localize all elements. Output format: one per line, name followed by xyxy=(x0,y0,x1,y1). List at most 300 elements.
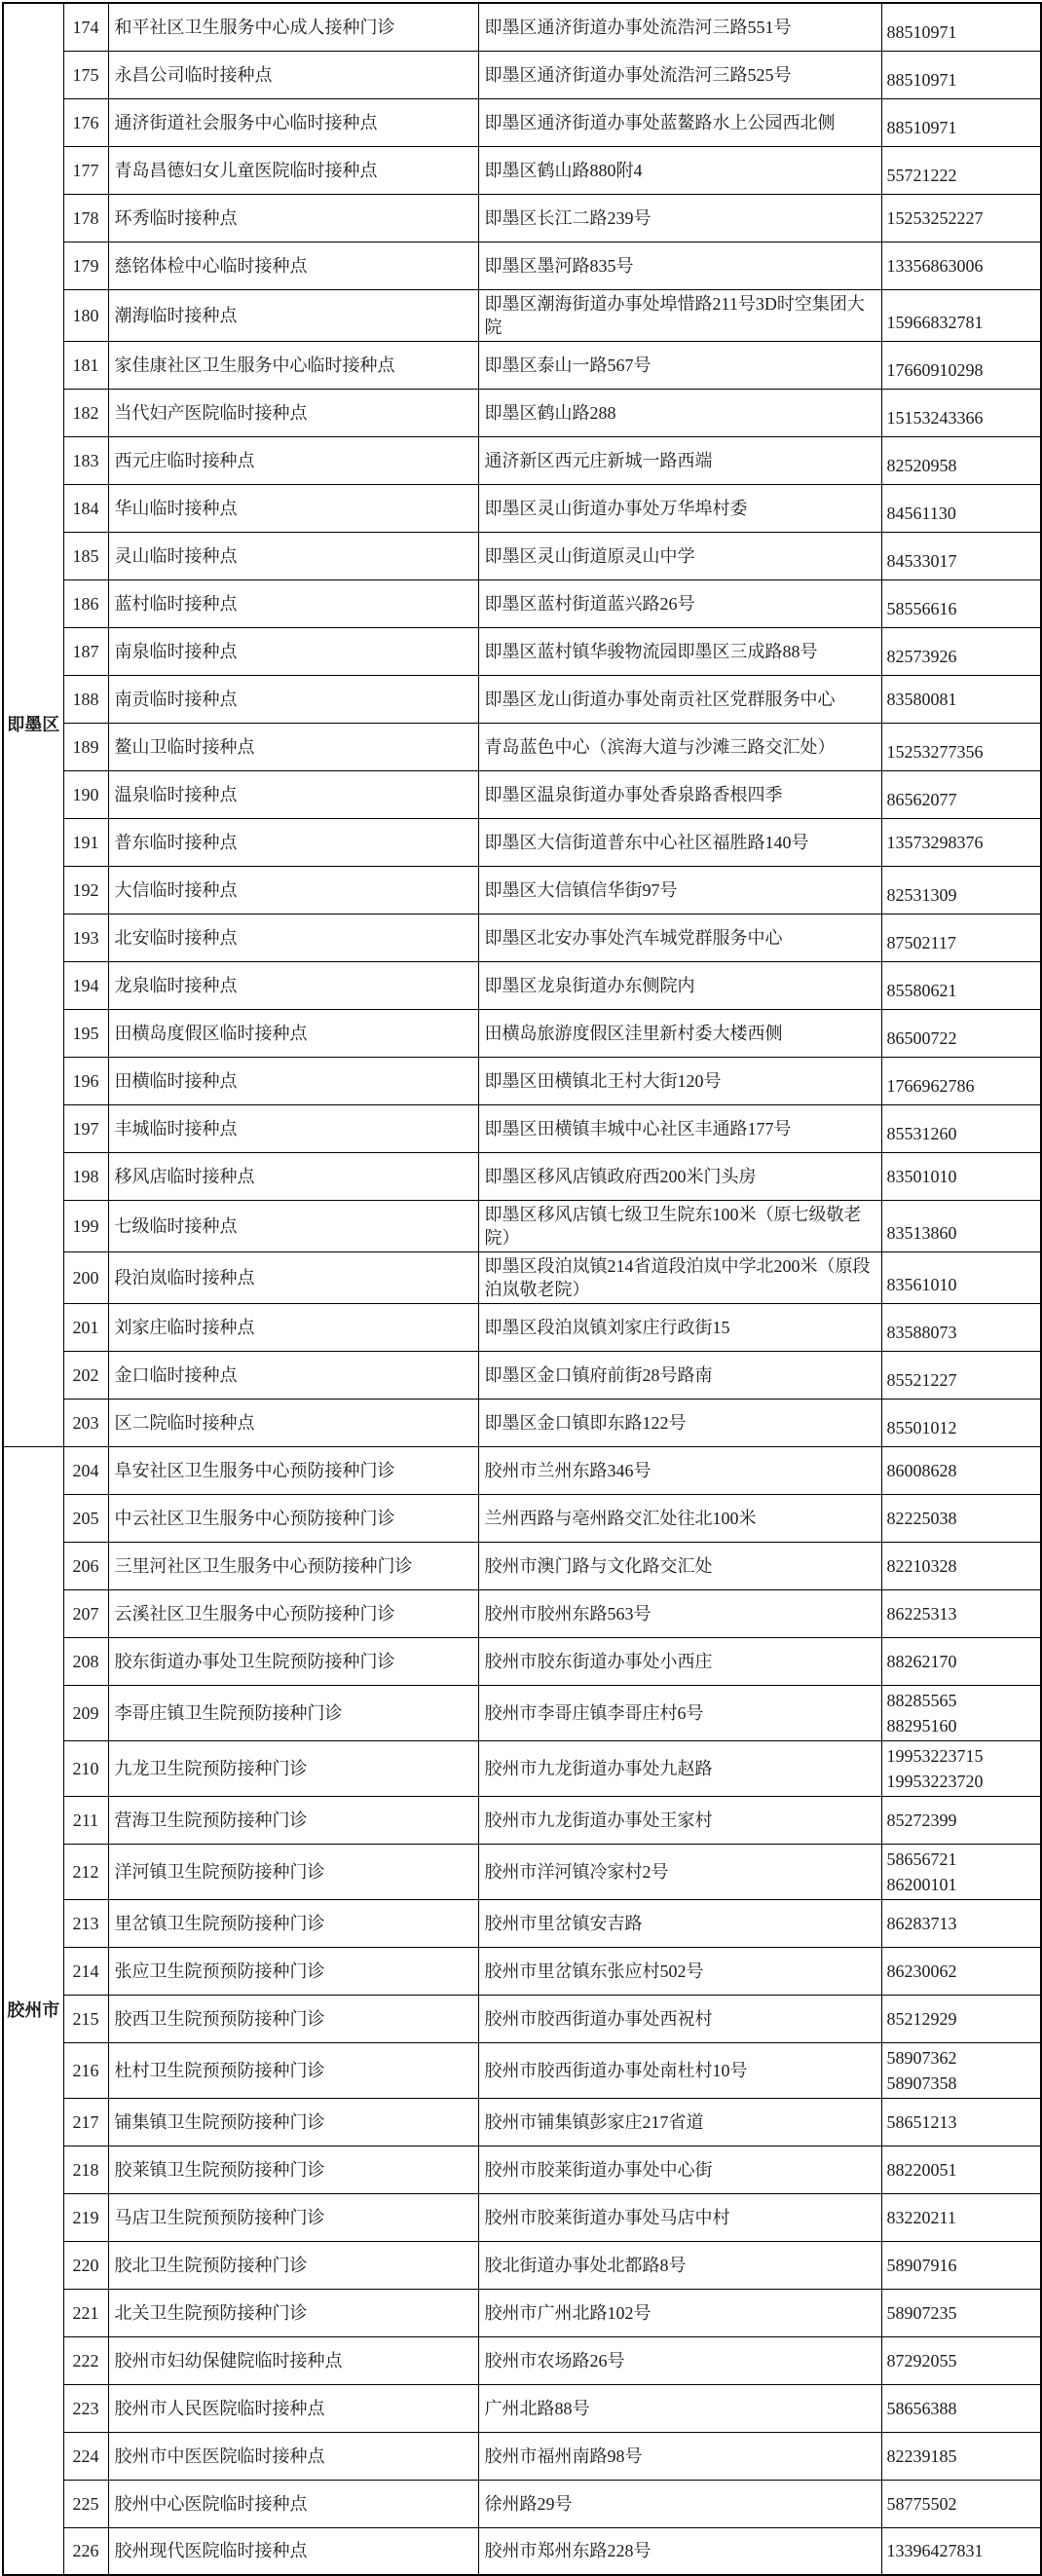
phone-number: 58656721 xyxy=(886,1848,957,1869)
table-row xyxy=(3,1796,1041,1844)
phone-number: 86283713 xyxy=(886,1913,957,1933)
site-name-cell: 胶东街道办事处卫生院预防接种门诊 xyxy=(108,1637,478,1685)
row-number-cell: 224 xyxy=(63,2432,108,2480)
table-row xyxy=(3,2098,1041,2146)
table-row xyxy=(3,1947,1041,1995)
site-name-cell: 胶北卫生院预防接种门诊 xyxy=(108,2241,478,2289)
table-row xyxy=(3,627,1041,675)
site-name-cell: 洋河镇卫生院预防接种门诊 xyxy=(108,1844,478,1899)
site-phone-cell xyxy=(881,1104,1041,1152)
site-name-cell: 李哥庄镇卫生院预防接种门诊 xyxy=(108,1685,478,1740)
site-phone-cell xyxy=(881,2480,1041,2527)
phone-number: 19953223715 xyxy=(886,1745,984,1766)
row-number-cell: 202 xyxy=(63,1351,108,1399)
table-row xyxy=(3,579,1041,627)
table-row xyxy=(3,3,1041,51)
phone-number: 83220211 xyxy=(886,2207,956,2227)
site-name-cell: 南泉临时接种点 xyxy=(108,627,478,675)
phone-number: 58907235 xyxy=(886,2302,957,2323)
phone-number: 85521227 xyxy=(886,1369,957,1390)
site-address-cell: 即墨区灵山街道原灵山中学 xyxy=(478,532,881,579)
site-phone-cell xyxy=(881,818,1041,866)
site-name-cell: 永昌公司临时接种点 xyxy=(108,51,478,98)
phone-number: 88262170 xyxy=(886,1651,957,1671)
site-phone-cell xyxy=(881,532,1041,579)
phone-number: 86500722 xyxy=(886,1027,957,1048)
table-row xyxy=(3,866,1041,914)
site-name-cell: 大信临时接种点 xyxy=(108,866,478,914)
phone-number: 82573926 xyxy=(886,646,957,666)
phone-number: 58775502 xyxy=(886,2493,957,2514)
phone-number: 84533017 xyxy=(886,550,957,571)
row-number-cell: 210 xyxy=(63,1740,108,1796)
row-number-cell: 175 xyxy=(63,51,108,98)
table-row xyxy=(3,1685,1041,1740)
site-phone-cell xyxy=(881,1251,1041,1303)
phone-number: 84561130 xyxy=(886,503,956,523)
site-address-cell: 即墨区通济街道办事处蓝鳌路水上公园西北侧 xyxy=(478,98,881,146)
site-phone-cell xyxy=(881,1303,1041,1351)
site-address-cell: 即墨区鹤山路288 xyxy=(478,389,881,436)
site-phone-cell xyxy=(881,2384,1041,2432)
site-address-cell: 即墨区泰山一路567号 xyxy=(478,341,881,389)
sites-table-body xyxy=(3,3,1041,2575)
site-phone-cell xyxy=(881,194,1041,242)
table-row xyxy=(3,818,1041,866)
site-name-cell: 蓝村临时接种点 xyxy=(108,579,478,627)
row-number-cell: 174 xyxy=(63,3,108,51)
row-number-cell: 186 xyxy=(63,579,108,627)
row-number-cell: 223 xyxy=(63,2384,108,2432)
site-address-cell: 即墨区北安办事处汽车城党群服务中心 xyxy=(478,914,881,961)
site-address-cell: 兰州西路与亳州路交汇处往北100米 xyxy=(478,1494,881,1542)
table-row xyxy=(3,2480,1041,2527)
phone-number: 88510971 xyxy=(886,117,957,137)
table-row xyxy=(3,532,1041,579)
table-row xyxy=(3,289,1041,341)
table-row xyxy=(3,2289,1041,2336)
site-phone-cell xyxy=(881,1685,1041,1740)
site-name-cell: 阜安社区卫生服务中心预防接种门诊 xyxy=(108,1446,478,1494)
site-address-cell: 胶州市铺集镇彭家庄217省道 xyxy=(478,2098,881,2146)
phone-number: 58656388 xyxy=(886,2398,957,2418)
phone-number: 87292055 xyxy=(886,2350,957,2371)
phone-number: 85272399 xyxy=(886,1810,957,1830)
site-name-cell: 鳌山卫临时接种点 xyxy=(108,723,478,770)
site-phone-cell xyxy=(881,770,1041,818)
phone-number: 19953223720 xyxy=(886,1771,984,1791)
phone-number: 15966832781 xyxy=(886,312,984,332)
row-number-cell: 184 xyxy=(63,484,108,532)
phone-number: 15253277356 xyxy=(886,741,984,762)
site-phone-cell xyxy=(881,1057,1041,1104)
row-number-cell: 182 xyxy=(63,389,108,436)
site-address-cell: 胶州市胶州东路563号 xyxy=(478,1589,881,1637)
site-address-cell: 胶州市胶西街道办事处南杜村10号 xyxy=(478,2042,881,2098)
site-address-cell: 即墨区蓝村镇华骏物流园即墨区三成路88号 xyxy=(478,627,881,675)
row-number-cell: 218 xyxy=(63,2146,108,2193)
row-number-cell: 193 xyxy=(63,914,108,961)
table-row xyxy=(3,242,1041,289)
site-phone-cell xyxy=(881,1200,1041,1251)
row-number-cell: 187 xyxy=(63,627,108,675)
site-phone-cell xyxy=(881,1995,1041,2042)
phone-number: 85531260 xyxy=(886,1123,957,1143)
phone-number: 88220051 xyxy=(886,2159,957,2180)
site-name-cell: 南贡临时接种点 xyxy=(108,675,478,723)
site-phone-cell xyxy=(881,2289,1041,2336)
site-address-cell: 胶州市澳门路与文化路交汇处 xyxy=(478,1542,881,1589)
site-phone-cell xyxy=(881,914,1041,961)
site-phone-cell xyxy=(881,579,1041,627)
site-name-cell: 胶州市妇幼保健院临时接种点 xyxy=(108,2336,478,2384)
site-name-cell: 普东临时接种点 xyxy=(108,818,478,866)
region-label-cell: 即墨区 xyxy=(3,3,63,1446)
site-phone-cell xyxy=(881,389,1041,436)
site-name-cell: 胶州市人民医院临时接种点 xyxy=(108,2384,478,2432)
site-address-cell: 即墨区灵山街道办事处万华埠村委 xyxy=(478,484,881,532)
row-number-cell: 203 xyxy=(63,1399,108,1446)
site-name-cell: 胶州市中医医院临时接种点 xyxy=(108,2432,478,2480)
phone-number: 86225313 xyxy=(886,1603,957,1624)
site-address-cell: 广州北路88号 xyxy=(478,2384,881,2432)
site-phone-cell xyxy=(881,2146,1041,2193)
phone-number: 86562077 xyxy=(886,789,957,809)
phone-number: 58651213 xyxy=(886,2111,957,2132)
site-address-cell: 胶州市农场路26号 xyxy=(478,2336,881,2384)
table-row xyxy=(3,1200,1041,1251)
site-address-cell: 即墨区龙山街道办事处南贡社区党群服务中心 xyxy=(478,675,881,723)
table-row xyxy=(3,146,1041,194)
site-name-cell: 杜村卫生院预预防接种门诊 xyxy=(108,2042,478,2098)
row-number-cell: 177 xyxy=(63,146,108,194)
phone-number: 58907916 xyxy=(886,2255,957,2275)
site-name-cell: 西元庄临时接种点 xyxy=(108,436,478,484)
phone-number: 85501012 xyxy=(886,1417,957,1437)
row-number-cell: 216 xyxy=(63,2042,108,2098)
site-name-cell: 胶州现代医院临时接种点 xyxy=(108,2527,478,2575)
phone-number: 83513860 xyxy=(886,1222,957,1243)
table-row xyxy=(3,1057,1041,1104)
table-row xyxy=(3,1637,1041,1685)
site-phone-cell xyxy=(881,436,1041,484)
row-number-cell: 179 xyxy=(63,242,108,289)
phone-number: 13396427831 xyxy=(886,2541,984,2561)
table-row xyxy=(3,1152,1041,1200)
site-address-cell: 即墨区通济街道办事处流浩河三路551号 xyxy=(478,3,881,51)
site-name-cell: 铺集镇卫生院预防接种门诊 xyxy=(108,2098,478,2146)
site-phone-cell xyxy=(881,1542,1041,1589)
phone-number: 82239185 xyxy=(886,2445,957,2466)
row-number-cell: 201 xyxy=(63,1303,108,1351)
row-number-cell: 190 xyxy=(63,770,108,818)
site-address-cell: 胶州市胶东街道办事处小西庄 xyxy=(478,1637,881,1685)
site-name-cell: 通济街道社会服务中心临时接种点 xyxy=(108,98,478,146)
site-phone-cell xyxy=(881,961,1041,1009)
site-address-cell: 胶州市胶西街道办事处西祝村 xyxy=(478,1995,881,2042)
site-phone-cell xyxy=(881,1844,1041,1899)
site-address-cell: 胶州市兰州东路346号 xyxy=(478,1446,881,1494)
table-row xyxy=(3,1303,1041,1351)
site-address-cell: 胶州市里岔镇安吉路 xyxy=(478,1899,881,1947)
row-number-cell: 206 xyxy=(63,1542,108,1589)
site-phone-cell xyxy=(881,1947,1041,1995)
site-phone-cell xyxy=(881,242,1041,289)
site-phone-cell xyxy=(881,627,1041,675)
site-phone-cell xyxy=(881,1589,1041,1637)
row-number-cell: 180 xyxy=(63,289,108,341)
table-row xyxy=(3,341,1041,389)
site-address-cell: 即墨区金口镇即东路122号 xyxy=(478,1399,881,1446)
phone-number: 15253252227 xyxy=(886,207,984,228)
phone-number: 58907358 xyxy=(886,2072,957,2093)
table-row xyxy=(3,675,1041,723)
row-number-cell: 178 xyxy=(63,194,108,242)
row-number-cell: 207 xyxy=(63,1589,108,1637)
site-name-cell: 胶州中心医院临时接种点 xyxy=(108,2480,478,2527)
site-name-cell: 七级临时接种点 xyxy=(108,1200,478,1251)
site-name-cell: 潮海临时接种点 xyxy=(108,289,478,341)
phone-number: 82210328 xyxy=(886,1555,957,1576)
site-phone-cell xyxy=(881,2042,1041,2098)
site-phone-cell xyxy=(881,1637,1041,1685)
site-name-cell: 移风店临时接种点 xyxy=(108,1152,478,1200)
table-row xyxy=(3,1995,1041,2042)
site-name-cell: 龙泉临时接种点 xyxy=(108,961,478,1009)
site-name-cell: 云溪社区卫生服务中心预防接种门诊 xyxy=(108,1589,478,1637)
site-phone-cell xyxy=(881,723,1041,770)
phone-number: 82520958 xyxy=(886,455,957,475)
table-row xyxy=(3,1844,1041,1899)
table-row xyxy=(3,2241,1041,2289)
site-phone-cell xyxy=(881,98,1041,146)
row-number-cell: 181 xyxy=(63,341,108,389)
row-number-cell: 220 xyxy=(63,2241,108,2289)
site-address-cell: 胶北街道办事处北都路8号 xyxy=(478,2241,881,2289)
vaccination-sites-table xyxy=(2,2,1042,2576)
site-phone-cell xyxy=(881,2527,1041,2575)
table-row xyxy=(3,194,1041,242)
row-number-cell: 199 xyxy=(63,1200,108,1251)
site-address-cell: 胶州市李哥庄镇李哥庄村6号 xyxy=(478,1685,881,1740)
table-row xyxy=(3,1446,1041,1494)
site-address-cell: 即墨区移风店镇七级卫生院东100米（原七级敬老院） xyxy=(478,1200,881,1251)
row-number-cell: 211 xyxy=(63,1796,108,1844)
site-phone-cell xyxy=(881,866,1041,914)
site-address-cell: 胶州市九龙街道办事处九赵路 xyxy=(478,1740,881,1796)
phone-number: 88510971 xyxy=(886,69,957,90)
phone-number: 15153243366 xyxy=(886,407,984,428)
phone-number: 82531309 xyxy=(886,884,957,905)
site-name-cell: 北关卫生院预防接种门诊 xyxy=(108,2289,478,2336)
row-number-cell: 188 xyxy=(63,675,108,723)
site-address-cell: 徐州路29号 xyxy=(478,2480,881,2527)
site-address-cell: 即墨区温泉街道办事处香泉路香根四季 xyxy=(478,770,881,818)
row-number-cell: 204 xyxy=(63,1446,108,1494)
site-address-cell: 胶州市福州南路98号 xyxy=(478,2432,881,2480)
row-number-cell: 214 xyxy=(63,1947,108,1995)
site-phone-cell xyxy=(881,3,1041,51)
table-row xyxy=(3,1542,1041,1589)
table-row xyxy=(3,2336,1041,2384)
row-number-cell: 197 xyxy=(63,1104,108,1152)
phone-number: 86008628 xyxy=(886,1460,957,1480)
site-name-cell: 段泊岚临时接种点 xyxy=(108,1251,478,1303)
phone-number: 13573298376 xyxy=(886,832,984,852)
site-address-cell: 即墨区段泊岚镇刘家庄行政街15 xyxy=(478,1303,881,1351)
site-name-cell: 营海卫生院预防接种门诊 xyxy=(108,1796,478,1844)
phone-number: 88295160 xyxy=(886,1715,957,1736)
site-name-cell: 胶莱镇卫生院预防接种门诊 xyxy=(108,2146,478,2193)
phone-number: 83588073 xyxy=(886,1322,957,1342)
phone-number: 88510971 xyxy=(886,21,957,42)
site-name-cell: 北安临时接种点 xyxy=(108,914,478,961)
site-address-cell: 即墨区潮海街道办事处埠惜路211号3D时空集团大院 xyxy=(478,289,881,341)
site-phone-cell xyxy=(881,289,1041,341)
table-row xyxy=(3,1351,1041,1399)
site-phone-cell xyxy=(881,1446,1041,1494)
site-name-cell: 和平社区卫生服务中心成人接种门诊 xyxy=(108,3,478,51)
table-row xyxy=(3,1251,1041,1303)
table-row xyxy=(3,1740,1041,1796)
site-phone-cell xyxy=(881,2241,1041,2289)
site-name-cell: 九龙卫生院预防接种门诊 xyxy=(108,1740,478,1796)
phone-number: 86200101 xyxy=(886,1874,957,1894)
site-name-cell: 三里河社区卫生服务中心预防接种门诊 xyxy=(108,1542,478,1589)
site-name-cell: 刘家庄临时接种点 xyxy=(108,1303,478,1351)
phone-number: 88285565 xyxy=(886,1690,957,1710)
site-name-cell: 慈铭体检中心临时接种点 xyxy=(108,242,478,289)
site-phone-cell xyxy=(881,2098,1041,2146)
site-address-cell: 青岛蓝色中心（滨海大道与沙滩三路交汇处） xyxy=(478,723,881,770)
site-address-cell: 即墨区大信街道普东中心社区福胜路140号 xyxy=(478,818,881,866)
site-address-cell: 通济新区西元庄新城一路西端 xyxy=(478,436,881,484)
phone-number: 17660910298 xyxy=(886,359,984,380)
site-address-cell: 即墨区金口镇府前街28号路南 xyxy=(478,1351,881,1399)
site-address-cell: 即墨区鹤山路880附4 xyxy=(478,146,881,194)
row-number-cell: 225 xyxy=(63,2480,108,2527)
row-number-cell: 200 xyxy=(63,1251,108,1303)
phone-number: 55721222 xyxy=(886,165,957,185)
site-name-cell: 灵山临时接种点 xyxy=(108,532,478,579)
site-phone-cell xyxy=(881,484,1041,532)
phone-number: 86230062 xyxy=(886,1960,957,1981)
table-row xyxy=(3,436,1041,484)
row-number-cell: 194 xyxy=(63,961,108,1009)
site-phone-cell xyxy=(881,341,1041,389)
site-address-cell: 胶州市九龙街道办事处王家村 xyxy=(478,1796,881,1844)
site-name-cell: 张应卫生院预预防接种门诊 xyxy=(108,1947,478,1995)
phone-number: 58556616 xyxy=(886,598,957,618)
table-row xyxy=(3,723,1041,770)
row-number-cell: 212 xyxy=(63,1844,108,1899)
site-name-cell: 田横临时接种点 xyxy=(108,1057,478,1104)
site-phone-cell xyxy=(881,51,1041,98)
phone-number: 85580621 xyxy=(886,980,957,1000)
site-address-cell: 胶州市胶莱街道办事处马店中村 xyxy=(478,2193,881,2241)
row-number-cell: 196 xyxy=(63,1057,108,1104)
site-address-cell: 即墨区田横镇北王村大街120号 xyxy=(478,1057,881,1104)
site-address-cell: 胶州市广州北路102号 xyxy=(478,2289,881,2336)
site-address-cell: 即墨区墨河路835号 xyxy=(478,242,881,289)
site-address-cell: 田横岛旅游度假区洼里新村委大楼西侧 xyxy=(478,1009,881,1057)
table-row xyxy=(3,2193,1041,2241)
phone-number: 85212929 xyxy=(886,2008,957,2029)
site-phone-cell xyxy=(881,1899,1041,1947)
site-name-cell: 丰城临时接种点 xyxy=(108,1104,478,1152)
table-row xyxy=(3,2146,1041,2193)
table-row xyxy=(3,2527,1041,2575)
table-row xyxy=(3,51,1041,98)
table-row xyxy=(3,1399,1041,1446)
site-name-cell: 温泉临时接种点 xyxy=(108,770,478,818)
table-row xyxy=(3,1899,1041,1947)
phone-number: 83580081 xyxy=(886,689,957,709)
row-number-cell: 222 xyxy=(63,2336,108,2384)
site-name-cell: 中云社区卫生服务中心预防接种门诊 xyxy=(108,1494,478,1542)
row-number-cell: 191 xyxy=(63,818,108,866)
row-number-cell: 217 xyxy=(63,2098,108,2146)
table-row xyxy=(3,1104,1041,1152)
table-row xyxy=(3,961,1041,1009)
region-label-cell: 胶州市 xyxy=(3,1446,63,2575)
site-address-cell: 即墨区移风店镇政府西200米门头房 xyxy=(478,1152,881,1200)
site-address-cell: 即墨区龙泉街道办东侧院内 xyxy=(478,961,881,1009)
row-number-cell: 208 xyxy=(63,1637,108,1685)
site-name-cell: 胶西卫生院预预防接种门诊 xyxy=(108,1995,478,2042)
row-number-cell: 176 xyxy=(63,98,108,146)
phone-number: 13356863006 xyxy=(886,255,984,276)
table-row xyxy=(3,1494,1041,1542)
row-number-cell: 219 xyxy=(63,2193,108,2241)
site-address-cell: 即墨区段泊岚镇214省道段泊岚中学北200米（原段泊岚敬老院） xyxy=(478,1251,881,1303)
table-row xyxy=(3,914,1041,961)
site-address-cell: 胶州市里岔镇东张应村502号 xyxy=(478,1947,881,1995)
row-number-cell: 185 xyxy=(63,532,108,579)
site-name-cell: 区二院临时接种点 xyxy=(108,1399,478,1446)
site-name-cell: 当代妇产医院临时接种点 xyxy=(108,389,478,436)
site-address-cell: 胶州市郑州东路228号 xyxy=(478,2527,881,2575)
row-number-cell: 209 xyxy=(63,1685,108,1740)
row-number-cell: 195 xyxy=(63,1009,108,1057)
site-name-cell: 田横岛度假区临时接种点 xyxy=(108,1009,478,1057)
table-row xyxy=(3,98,1041,146)
phone-number: 82225038 xyxy=(886,1508,957,1528)
site-phone-cell xyxy=(881,146,1041,194)
row-number-cell: 205 xyxy=(63,1494,108,1542)
table-row xyxy=(3,2384,1041,2432)
phone-number: 58907362 xyxy=(886,2047,957,2068)
row-number-cell: 226 xyxy=(63,2527,108,2575)
site-address-cell: 即墨区蓝村街道蓝兴路26号 xyxy=(478,579,881,627)
site-phone-cell xyxy=(881,2193,1041,2241)
site-name-cell: 里岔镇卫生院预防接种门诊 xyxy=(108,1899,478,1947)
site-phone-cell xyxy=(881,1494,1041,1542)
site-address-cell: 即墨区田横镇丰城中心社区丰通路177号 xyxy=(478,1104,881,1152)
site-name-cell: 青岛昌德妇女儿童医院临时接种点 xyxy=(108,146,478,194)
phone-number: 1766962786 xyxy=(886,1075,975,1096)
table-row xyxy=(3,2042,1041,2098)
site-name-cell: 金口临时接种点 xyxy=(108,1351,478,1399)
phone-number: 83501010 xyxy=(886,1166,957,1186)
site-name-cell: 马店卫生院预预防接种门诊 xyxy=(108,2193,478,2241)
table-row xyxy=(3,389,1041,436)
row-number-cell: 221 xyxy=(63,2289,108,2336)
row-number-cell: 213 xyxy=(63,1899,108,1947)
site-name-cell: 环秀临时接种点 xyxy=(108,194,478,242)
site-phone-cell xyxy=(881,2432,1041,2480)
table-row xyxy=(3,2432,1041,2480)
